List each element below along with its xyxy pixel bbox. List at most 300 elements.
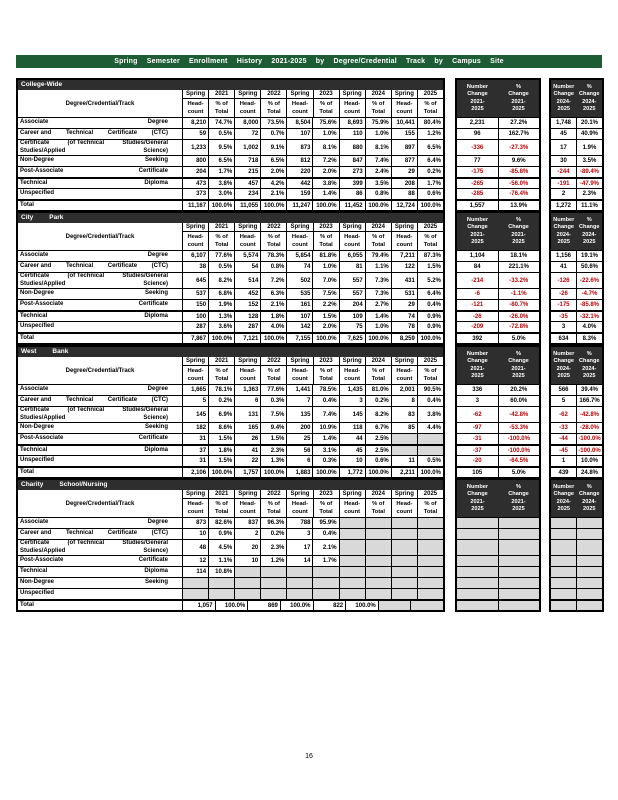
pct-of-total-cell: 77.6% bbox=[208, 251, 234, 261]
table-column-header bbox=[18, 90, 443, 117]
pct-change-cell bbox=[576, 540, 602, 555]
headcount-cell: 1,883 bbox=[286, 468, 312, 477]
change-row bbox=[551, 321, 602, 332]
row-label bbox=[18, 322, 182, 332]
change-row bbox=[551, 528, 602, 539]
change-row bbox=[457, 272, 539, 288]
change-header-line: Change bbox=[578, 224, 600, 230]
year-header-row bbox=[392, 90, 443, 99]
change-row bbox=[551, 588, 602, 599]
pct-of-total-cell: 1.2% bbox=[260, 556, 286, 566]
number-change-cell bbox=[457, 518, 498, 528]
pct-of-total-cell: 6.5% bbox=[260, 156, 286, 166]
pct-of-total-cell: 100.0% bbox=[208, 334, 234, 343]
campus-site-name: City bbox=[21, 214, 34, 221]
year-header-row bbox=[392, 490, 443, 499]
row-label-word: Certificate bbox=[20, 140, 50, 146]
number-change-cell: 566 bbox=[558, 387, 569, 393]
degree-credential-track-header: Degree/Credential/Track bbox=[65, 367, 135, 374]
headcount-cell: 29 bbox=[391, 300, 417, 310]
pct-of-total-cell: 0.5% bbox=[208, 129, 234, 139]
row-label-line bbox=[20, 157, 168, 165]
change-row bbox=[551, 384, 602, 395]
total-row bbox=[18, 599, 443, 610]
row-label bbox=[18, 396, 182, 406]
change-header-line: % bbox=[586, 83, 592, 90]
pct-change-header bbox=[577, 480, 603, 517]
change-header-line: Number bbox=[466, 350, 489, 357]
headcount-cell: 1,002 bbox=[234, 140, 260, 155]
pct-change-cell: -85.8% bbox=[576, 300, 602, 310]
headcount-cell: 7,867 bbox=[182, 334, 208, 343]
number-change-cell: 1,104 bbox=[469, 253, 485, 259]
number-change-cell bbox=[551, 518, 576, 528]
pct-of-total-cell: 6.3% bbox=[260, 289, 286, 299]
headcount-cell: 6,107 bbox=[182, 251, 208, 261]
number-change-header bbox=[551, 480, 577, 517]
headcount-header-line: count bbox=[396, 109, 413, 115]
headcount-cell: 6,055 bbox=[339, 251, 365, 261]
pct-change-cell: 9.6% bbox=[498, 156, 540, 166]
pct-change-cell: -53.3% bbox=[498, 423, 540, 433]
pct-header-line: Total bbox=[214, 509, 229, 515]
table-body bbox=[18, 517, 443, 610]
pct-change-header bbox=[577, 213, 603, 250]
headcount-cell bbox=[234, 567, 260, 577]
row-label bbox=[18, 540, 182, 555]
row-label-word: Total bbox=[20, 601, 34, 608]
row-label-word: Associate bbox=[20, 252, 49, 259]
pct-header-line: % of bbox=[267, 501, 280, 507]
row-label-word: Unspecified bbox=[20, 323, 55, 330]
row-label bbox=[18, 273, 182, 288]
row-label-word: Unspecified bbox=[20, 590, 55, 597]
headcount-cell: 56 bbox=[286, 446, 312, 455]
pct-of-total-header bbox=[313, 499, 339, 517]
table-row bbox=[18, 128, 443, 139]
row-label-line bbox=[20, 273, 168, 281]
row-label bbox=[18, 468, 182, 477]
row-label-word: Post-Associate bbox=[20, 168, 64, 175]
pct-of-total-cell: 2.3% bbox=[260, 540, 286, 555]
change-row bbox=[551, 444, 602, 455]
headcount-cell bbox=[391, 556, 417, 566]
headcount-cell: 78 bbox=[391, 322, 417, 332]
row-label-word: (of Technical bbox=[67, 540, 105, 546]
year-column-group bbox=[182, 357, 234, 384]
change-header-line: 2024- bbox=[556, 365, 571, 372]
pct-change-cell: -22.6% bbox=[576, 273, 602, 288]
campus-site-header bbox=[18, 480, 443, 490]
row-label-word: Unspecified bbox=[20, 457, 55, 464]
headcount-cell: 83 bbox=[391, 407, 417, 422]
change-block-2024-2025 bbox=[549, 78, 604, 212]
change-header-line: 2024- bbox=[556, 231, 571, 238]
row-label-word: Studies/General bbox=[122, 540, 168, 546]
row-label-word: Seeking bbox=[144, 157, 168, 164]
change-row bbox=[551, 166, 602, 177]
number-change-cell: -265 bbox=[471, 180, 484, 187]
number-change-cell: 96 bbox=[473, 131, 481, 137]
pct-of-total-cell bbox=[312, 578, 338, 588]
number-change-cell: -62 bbox=[472, 411, 482, 418]
subheader-row bbox=[340, 366, 391, 384]
pct-of-total-cell: 7.2% bbox=[312, 156, 338, 166]
number-change-cell: -209 bbox=[471, 324, 484, 330]
pct-of-total-cell: 0.8% bbox=[260, 262, 286, 272]
season-label: Spring bbox=[290, 358, 310, 364]
row-label-word: Technical bbox=[20, 312, 48, 319]
change-block-header bbox=[457, 213, 539, 250]
pct-of-total-cell: 100.0% bbox=[417, 201, 443, 210]
table-row bbox=[18, 555, 443, 566]
pct-header-line: % of bbox=[372, 101, 385, 107]
pct-header-line: % of bbox=[424, 234, 437, 240]
pct-of-total-cell: 100.0% bbox=[312, 468, 338, 477]
headcount-header-line: count bbox=[292, 242, 308, 248]
number-change-cell: 3 bbox=[561, 324, 566, 330]
pct-of-total-cell bbox=[417, 556, 443, 566]
pct-of-total-cell: 1.2% bbox=[417, 129, 443, 139]
headcount-cell bbox=[286, 567, 312, 577]
change-header-line: Change bbox=[508, 491, 529, 497]
total-change-row bbox=[551, 332, 602, 343]
change-header-line: 2025 bbox=[583, 239, 596, 245]
change-row bbox=[457, 444, 539, 455]
row-label-word: (of Technical bbox=[67, 273, 105, 279]
number-change-cell: -6 bbox=[474, 291, 480, 297]
pct-change-cell bbox=[498, 578, 540, 588]
subheader-row bbox=[392, 99, 443, 117]
headcount-header-line: count bbox=[187, 509, 204, 515]
year-header-row bbox=[183, 490, 234, 499]
pct-change-cell: -100.0% bbox=[576, 446, 602, 455]
headcount-cell: 1,435 bbox=[339, 385, 365, 395]
headcount-cell: 6 bbox=[234, 396, 260, 406]
row-label-line bbox=[20, 548, 168, 556]
headcount-cell: 452 bbox=[234, 289, 260, 299]
pct-of-total-cell: 100.0% bbox=[365, 334, 391, 343]
pct-of-total-cell: 3.8% bbox=[208, 179, 234, 188]
headcount-cell: 54 bbox=[234, 262, 260, 272]
change-header-line: 2021- bbox=[470, 98, 485, 105]
pct-change-header bbox=[577, 347, 603, 384]
pct-of-total-cell: 90.5% bbox=[417, 385, 443, 395]
pct-of-total-cell: 7.4% bbox=[312, 407, 338, 422]
degree-credential-track-header: Degree/Credential/Track bbox=[65, 500, 135, 507]
row-label bbox=[18, 251, 182, 261]
table-row bbox=[18, 433, 443, 444]
year-header-row bbox=[392, 357, 443, 366]
headcount-header-line: count bbox=[187, 109, 204, 115]
headcount-cell: 7,625 bbox=[339, 334, 365, 343]
year-label: 2022 bbox=[260, 90, 286, 98]
pct-of-total-cell: 100.0% bbox=[417, 468, 443, 477]
year-header-row bbox=[340, 90, 391, 99]
year-label: 2023 bbox=[313, 490, 339, 498]
season-label: Spring bbox=[290, 91, 310, 97]
pct-of-total-cell: 0.4% bbox=[417, 300, 443, 310]
pct-change-header bbox=[498, 80, 539, 117]
number-change-cell: -31 bbox=[472, 436, 482, 442]
row-label-line bbox=[20, 202, 168, 210]
change-block-body bbox=[457, 517, 539, 610]
headcount-cell: 14 bbox=[286, 556, 312, 566]
row-label bbox=[18, 556, 182, 566]
subheader-row bbox=[183, 232, 234, 250]
pct-of-total-cell bbox=[365, 567, 391, 577]
pct-of-total-cell: 100.0% bbox=[312, 201, 338, 210]
pct-of-total-header bbox=[313, 366, 339, 384]
row-label-word: Seeking bbox=[144, 579, 168, 586]
number-change-header bbox=[551, 347, 577, 384]
row-label-word: Career and bbox=[20, 130, 52, 137]
row-label bbox=[18, 423, 182, 433]
pct-of-total-cell: 73.5% bbox=[260, 118, 286, 128]
row-label bbox=[18, 446, 182, 455]
row-label-line bbox=[20, 130, 168, 138]
pct-of-total-cell: 0.9% bbox=[417, 312, 443, 321]
table-row bbox=[18, 566, 443, 577]
campus-site-name: West bbox=[21, 348, 37, 355]
pct-change-cell bbox=[576, 567, 602, 577]
change-row bbox=[457, 455, 539, 466]
row-label-line bbox=[20, 323, 168, 331]
pct-header-line: Total bbox=[423, 242, 438, 248]
pct-change-cell bbox=[576, 529, 602, 539]
headcount-header-line: count bbox=[344, 509, 361, 515]
season-label: Spring bbox=[238, 224, 258, 230]
pct-of-total-cell: 6.5% bbox=[208, 156, 234, 166]
pct-of-total-cell: 75.9% bbox=[365, 118, 391, 128]
pct-change-cell: -27.3% bbox=[498, 140, 540, 155]
change-header-line: % bbox=[516, 350, 521, 357]
headcount-header-line: count bbox=[396, 376, 413, 382]
change-row bbox=[551, 128, 602, 139]
subheader-row bbox=[183, 366, 234, 384]
change-row bbox=[551, 310, 602, 321]
pct-header-line: % of bbox=[267, 234, 280, 240]
headcount-header-line: Head- bbox=[187, 501, 204, 507]
change-header-line: Change bbox=[467, 224, 488, 230]
headcount-cell: 74 bbox=[286, 262, 312, 272]
subheader-row bbox=[392, 232, 443, 250]
row-label-line bbox=[20, 290, 168, 298]
pct-of-total-cell: 7.0% bbox=[312, 273, 338, 288]
pct-of-total-cell: 80.4% bbox=[417, 118, 443, 128]
change-header-line: Change bbox=[553, 491, 574, 497]
number-change-cell: -26 bbox=[559, 291, 568, 297]
year-header-row bbox=[340, 223, 391, 232]
headcount-cell: 273 bbox=[339, 167, 365, 177]
change-header-line: 2024- bbox=[582, 98, 597, 105]
total-row bbox=[18, 332, 443, 343]
row-label-word: Technical bbox=[65, 530, 94, 537]
headcount-cell: 7,211 bbox=[391, 251, 417, 261]
campus-site-name: Park bbox=[49, 214, 64, 221]
headcount-cell: 100 bbox=[182, 312, 208, 321]
headcount-cell: 135 bbox=[286, 407, 312, 422]
enrollment-table bbox=[16, 478, 445, 612]
pct-change-cell: -76.4% bbox=[498, 189, 540, 199]
change-row bbox=[457, 155, 539, 166]
pct-of-total-cell: 0.6% bbox=[365, 456, 391, 466]
change-block-header bbox=[551, 480, 602, 517]
pct-change-cell: 4.0% bbox=[576, 322, 602, 332]
change-header-line: Change bbox=[578, 491, 600, 497]
headcount-header-line: Head- bbox=[344, 368, 361, 374]
row-label-word: Diploma bbox=[144, 568, 168, 575]
headcount-header-line: Head- bbox=[396, 234, 413, 240]
pct-of-total-cell: 100.0% bbox=[260, 201, 286, 210]
total-change-row bbox=[457, 599, 539, 610]
headcount-cell: 557 bbox=[339, 273, 365, 288]
pct-header-line: Total bbox=[319, 376, 333, 382]
year-column-group bbox=[391, 90, 443, 117]
headcount-cell: 457 bbox=[234, 179, 260, 188]
year-label: 2021 bbox=[208, 357, 234, 365]
pct-of-total-cell: 2.5% bbox=[365, 434, 391, 444]
pct-of-total-cell: 1.3% bbox=[260, 456, 286, 466]
pct-change-cell: -100.0% bbox=[498, 434, 540, 444]
change-header-line: 2025 bbox=[471, 239, 484, 245]
headcount-cell: 208 bbox=[391, 179, 417, 188]
headcount-cell: 155 bbox=[391, 129, 417, 139]
headcount-cell: 1,233 bbox=[182, 140, 208, 155]
table-row bbox=[18, 299, 443, 310]
headcount-cell: 8,000 bbox=[234, 118, 260, 128]
number-change-header bbox=[457, 213, 498, 250]
row-label bbox=[18, 201, 182, 210]
pct-change-cell: -100.0% bbox=[576, 434, 602, 444]
row-label-line bbox=[20, 590, 168, 598]
row-label bbox=[18, 262, 182, 272]
headcount-header-line: count bbox=[344, 376, 361, 382]
campus-site-name: College-Wide bbox=[21, 81, 63, 88]
headcount-cell: 2 bbox=[234, 529, 260, 539]
pct-of-total-cell: 2.0% bbox=[312, 167, 338, 177]
headcount-header bbox=[392, 232, 417, 250]
headcount-cell: 45 bbox=[339, 446, 365, 455]
change-header-line: Change bbox=[553, 224, 574, 230]
change-row bbox=[457, 566, 539, 577]
row-label-word: Certificate bbox=[107, 263, 138, 270]
change-row bbox=[457, 166, 539, 177]
table-row bbox=[18, 310, 443, 321]
row-label-word: Science) bbox=[143, 547, 168, 554]
pct-of-total-cell: 87.3% bbox=[417, 251, 443, 261]
headcount-cell: 220 bbox=[286, 167, 312, 177]
change-row bbox=[457, 177, 539, 188]
row-label-word: Seeking bbox=[144, 424, 168, 431]
pct-of-total-cell: 2.1% bbox=[260, 300, 286, 310]
pct-header-line: Total bbox=[319, 509, 333, 515]
pct-header-line: % of bbox=[372, 501, 385, 507]
pct-change-cell: 18.1% bbox=[498, 251, 540, 261]
pct-change-cell: 166.7% bbox=[576, 396, 602, 406]
season-label: Spring bbox=[238, 358, 258, 364]
row-label bbox=[18, 601, 182, 610]
subheader-row bbox=[287, 232, 338, 250]
pct-of-total-cell: 100.0% bbox=[260, 468, 286, 477]
pct-of-total-cell: 2.3% bbox=[260, 446, 286, 455]
headcount-header-line: Head- bbox=[396, 101, 413, 107]
pct-of-total-cell: 2.0% bbox=[260, 167, 286, 177]
pct-of-total-cell: 1.4% bbox=[312, 189, 338, 199]
headcount-header bbox=[340, 99, 365, 117]
change-header-line: 2025 bbox=[512, 373, 525, 379]
change-block-header bbox=[551, 80, 602, 117]
number-change-cell: -214 bbox=[471, 277, 484, 284]
headcount-cell: 1,057 bbox=[182, 601, 215, 610]
change-row bbox=[551, 155, 602, 166]
pct-of-total-cell bbox=[312, 589, 338, 599]
year-column-group bbox=[182, 490, 234, 517]
row-label bbox=[18, 140, 182, 155]
pct-change-cell bbox=[576, 601, 602, 610]
number-change-cell: -121 bbox=[471, 302, 484, 308]
row-label-line bbox=[20, 119, 168, 127]
pct-of-total-header bbox=[313, 99, 339, 117]
headcount-cell: 8 bbox=[391, 396, 417, 406]
pct-header-line: % of bbox=[424, 101, 437, 107]
row-label-line bbox=[20, 180, 168, 188]
change-header-line: 2021- bbox=[511, 498, 526, 505]
headcount-cell: 25 bbox=[286, 434, 312, 444]
total-change-row bbox=[457, 199, 539, 210]
change-row bbox=[551, 539, 602, 555]
pct-of-total-cell bbox=[365, 589, 391, 599]
number-change-cell: 634 bbox=[558, 335, 569, 342]
pct-of-total-cell: 9.4% bbox=[260, 423, 286, 433]
pct-change-cell bbox=[498, 518, 540, 528]
pct-change-cell bbox=[498, 567, 540, 577]
row-label bbox=[18, 456, 182, 466]
row-label-line bbox=[20, 519, 168, 527]
headcount-cell bbox=[391, 529, 417, 539]
pct-of-total-header bbox=[313, 232, 339, 250]
number-change-header bbox=[457, 347, 498, 384]
table-row bbox=[18, 250, 443, 261]
year-label: 2021 bbox=[208, 223, 234, 231]
headcount-cell: 399 bbox=[339, 179, 365, 188]
row-label-line bbox=[20, 424, 168, 432]
headcount-cell: 41 bbox=[234, 446, 260, 455]
headcount-cell: 182 bbox=[182, 423, 208, 433]
campus-site-header bbox=[18, 347, 443, 357]
change-row bbox=[551, 517, 602, 528]
pct-of-total-cell: 0.5% bbox=[417, 456, 443, 466]
campus-table-group bbox=[16, 78, 604, 214]
pct-header-line: Total bbox=[371, 242, 385, 248]
number-change-cell: -44 bbox=[559, 436, 568, 442]
table-row bbox=[18, 455, 443, 466]
season-label: Spring bbox=[186, 491, 206, 497]
year-column-group bbox=[234, 223, 286, 250]
headcount-cell: 37 bbox=[182, 446, 208, 455]
headcount-cell: 145 bbox=[182, 407, 208, 422]
change-block-body bbox=[457, 117, 539, 210]
row-label-word: Studies/Applied bbox=[20, 414, 66, 421]
campus-site-name: Charity bbox=[21, 481, 44, 488]
year-label: 2024 bbox=[365, 490, 391, 498]
change-block-body bbox=[551, 517, 602, 610]
number-change-cell bbox=[551, 556, 576, 566]
headcount-header-line: count bbox=[239, 242, 256, 248]
pct-of-total-cell: 0.2% bbox=[365, 396, 391, 406]
headcount-header-line: count bbox=[292, 376, 308, 382]
number-change-cell: -175 bbox=[557, 302, 570, 308]
